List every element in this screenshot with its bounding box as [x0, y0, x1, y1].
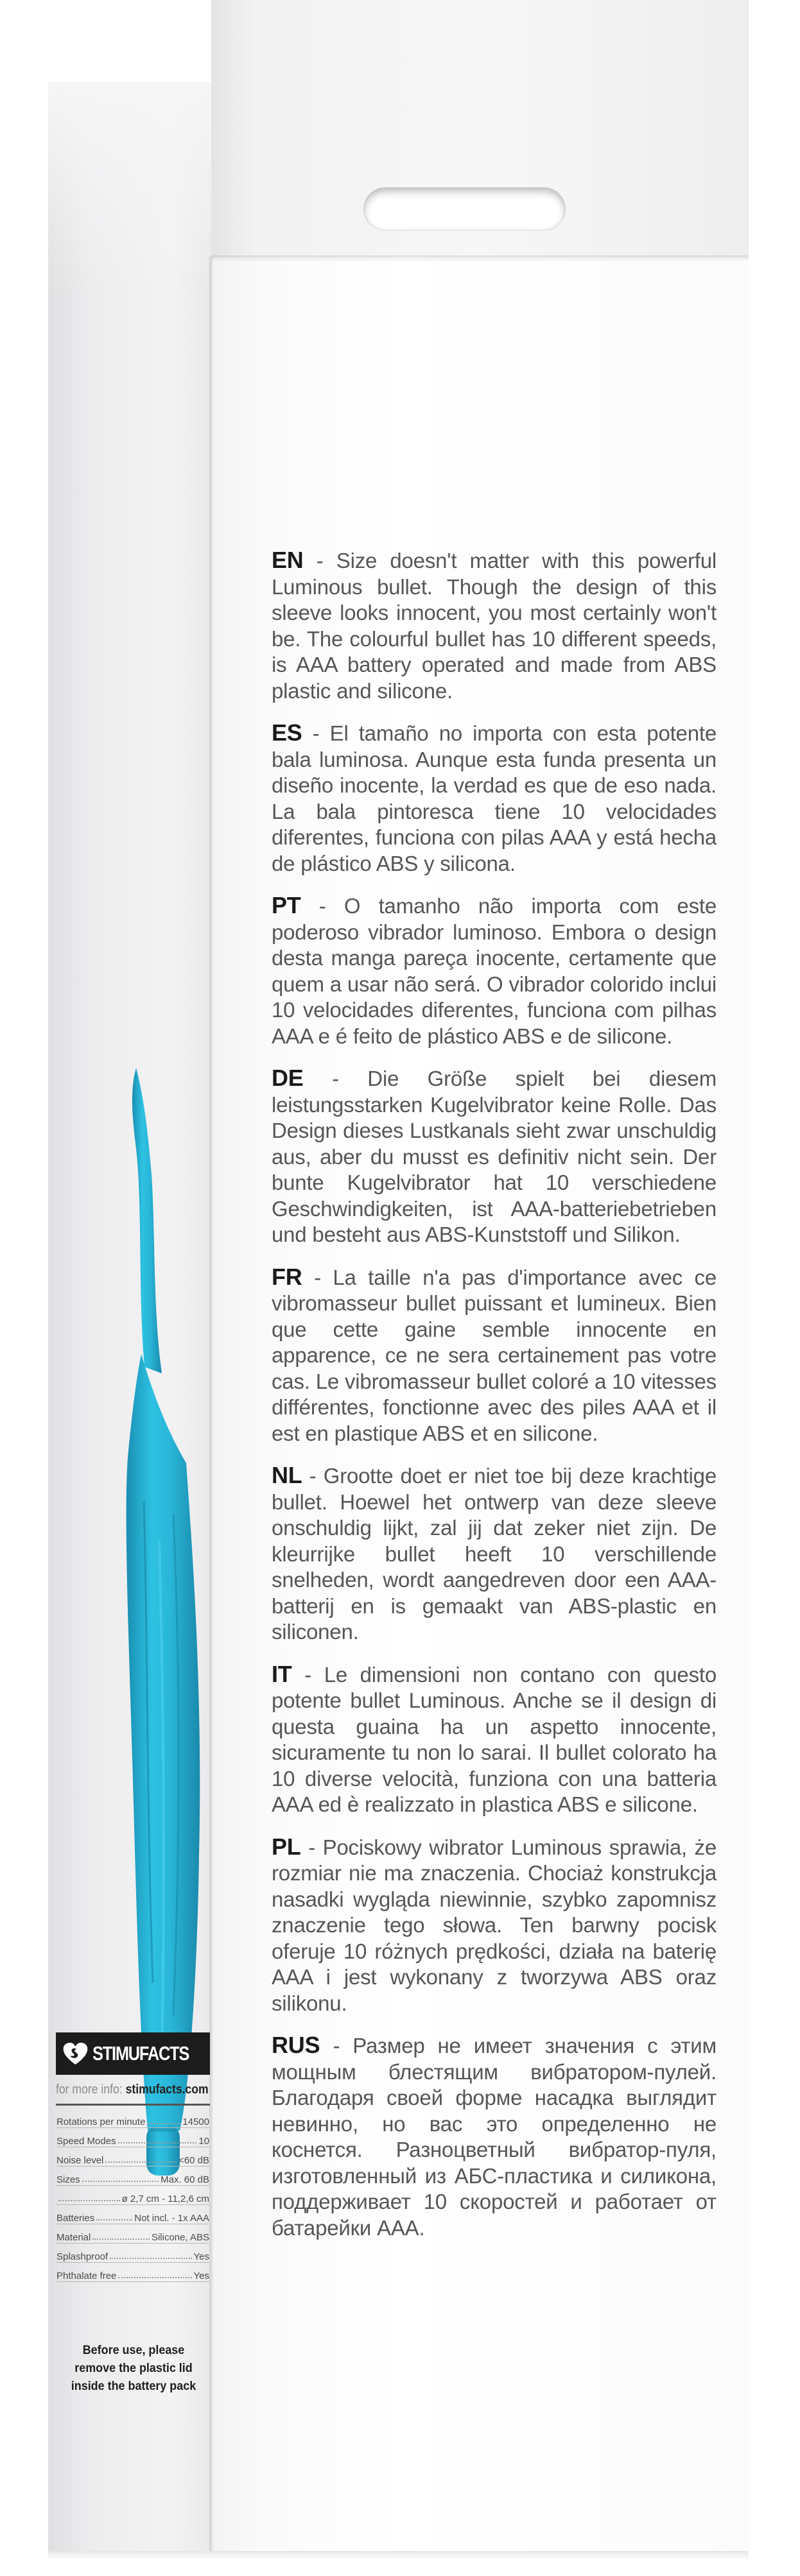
lang-text-fr: - La taille n'a pas d'importance avec ce vibromasseur bullet puissant et lumineux. Bien que cette gaine semble innocente en apparence, ce ne sera certainement pas votre cas. Le vibromasseur bullet coloré a 10 vitesses différentes, fonctionne avec des piles AAA et il est en plastique ABS et en silicone.: [272, 1265, 717, 1445]
spec-row: [57, 2224, 209, 2244]
heart-icon: [62, 2039, 89, 2068]
spec-value: 14500: [182, 2117, 209, 2127]
spec-value: Not incl. - 1x AAA: [134, 2213, 209, 2224]
spec-value: Yes: [193, 2251, 209, 2262]
description-column: [272, 547, 717, 2257]
description-pl: [272, 1834, 717, 2017]
spec-row: [57, 2244, 209, 2263]
lang-text-pt: - O tamanho não importa com este poderoso vibrador luminoso. Embora o design desta manga pareça inocente, certamente que quem a usar não será. O vibrador colorido inclui 10 velocidades diferentes, funciona com pilhas AAA e é feito de plástico ABS e de silicone.: [272, 894, 717, 1048]
spec-row: [57, 2167, 209, 2186]
spec-label: Speed Modes: [57, 2136, 116, 2147]
lang-text-it: - Le dimensioni non contano con questo potente bullet Luminous. Anche se il design di questa guaina ha un aspetto innocente, sicuramente tu non lo sarai. Il bullet colorato ha 10 diverse velocità, funziona con una batteria AAA ed è realizzato in plastica ABS e silicone.: [272, 1662, 717, 1816]
lang-code-it: IT: [272, 1660, 292, 1687]
tab-fold-shadow: [211, 255, 749, 262]
brand-name: STIMUFACTS: [92, 2042, 189, 2065]
lang-text-rus: - Размер не имеет значения с этим мощным блестящим вибратором-пулей. Благодаря своей форме насадка выглядит невинно, но вас это определенно не коснется. Разноцветный вибратор-пуля, изготовленный из АБС-пластика и силикона, поддерживает 10 скоростей и работает от батарейки ААА.: [272, 2034, 717, 2240]
description-fr: [272, 1264, 717, 1447]
battery-warning: Before use, please remove the plastic lid inside the battery pack: [71, 2343, 196, 2393]
spec-value: 10: [198, 2136, 209, 2147]
spec-row: [57, 2263, 209, 2282]
lang-code-en: EN: [272, 547, 304, 573]
spec-divider: [56, 2104, 210, 2106]
description-rus: [272, 2032, 717, 2241]
lang-text-es: - El tamaño no importa con esta potente bala luminosa. Aunque esta funda presenta un diseño inocente, la verdad es que de eso nada. La bala pintoresca tiene 10 velocidades diferentes, funciona con pilas AAA y está hecha de plástico ABS y silicona.: [272, 721, 717, 875]
spec-value: Yes: [193, 2271, 209, 2281]
spec-label: Phthalate free: [57, 2271, 117, 2281]
spec-row: [57, 2186, 209, 2205]
box-floor-shadow: [48, 2551, 749, 2560]
lang-text-pl: - Pociskowy wibrator Luminous sprawia, że rozmiar nie ma znaczenia. Chociaż konstrukcja nasadki wygląda niewinnie, szybko zapomnisz znaczenie tego słowa. Ten barwny pocisk oferuje 10 różnych prędkości, działa na baterię AAA i jest wykonany z tworzywa ABS oraz silikonu.: [272, 1835, 717, 2015]
lang-code-pt: PT: [272, 892, 301, 918]
description-es: [272, 720, 717, 877]
spec-label: Batteries: [57, 2213, 95, 2224]
lang-code-pl: PL: [272, 1833, 301, 1860]
lang-code-de: DE: [272, 1065, 304, 1091]
info-prefix: for more info:: [56, 2082, 123, 2097]
spec-value: Max. 60 dB: [161, 2174, 209, 2185]
description-de: [272, 1065, 717, 1248]
brand-logo-bar: [56, 2032, 210, 2075]
description-pt: [272, 893, 717, 1049]
description-nl: [272, 1463, 717, 1645]
spec-label: Rotations per minute: [57, 2117, 146, 2127]
spec-value: ø 2,7 cm - 11,2,6 cm: [121, 2194, 209, 2204]
spec-row: [57, 2128, 209, 2147]
description-en: [272, 547, 717, 704]
spec-label: Sizes: [57, 2174, 80, 2185]
hang-hole: [363, 187, 566, 231]
side-panel-highlight: [48, 82, 211, 294]
lang-text-nl: - Grootte doet er niet toe bij deze krachtige bullet. Hoewel het ontwerp van deze sleeve onschuldig lijkt, zal jij dat zeker niet zijn. De kleurrijke bullet heeft 10 verschillende snelheden, wordt aangedreven door een AAA-batterij en is gemaakt van ABS-plastic en siliconen.: [272, 1464, 717, 1644]
lang-text-en: - Size doesn't matter with this powerful Luminous bullet. Though the design of this sleeve looks innocent, you most certainly won't be. The colourful bullet has 10 different speeds, is AAA battery operated and made from ABS plastic and silicone.: [272, 549, 717, 703]
spec-label: Material: [57, 2232, 91, 2243]
sleeve-tip: [132, 1068, 162, 1373]
lang-code-es: ES: [272, 719, 302, 746]
lang-code-fr: FR: [272, 1263, 302, 1290]
spec-row: [57, 2147, 209, 2167]
lang-text-de: - Die Größe spielt bei diesem leistungsstarken Kugelvibrator keine Rolle. Das Design dieses Lustkanals sieht zwar unschuldig aus, aber du musst es definitiv nicht sein. Der bunte Kugelvibrator hat 10 verschiedene Geschwindigkeiten, ist AAA-batteriebetrieben und besteht aus ABS-Kunststoff und Silikon.: [272, 1067, 717, 1246]
spec-label: Splashproof: [57, 2251, 109, 2262]
spec-row: [57, 2109, 209, 2128]
spec-row: [57, 2205, 209, 2224]
spec-table: [57, 2109, 209, 2282]
lang-code-rus: RUS: [272, 2032, 320, 2058]
spec-label: Noise level: [57, 2155, 104, 2166]
info-site: stimufacts.com: [125, 2082, 209, 2097]
description-it: [272, 1662, 717, 1818]
spec-value: Silicone, ABS: [151, 2232, 209, 2243]
lang-code-nl: NL: [272, 1462, 302, 1488]
spec-value: <60 dB: [178, 2155, 209, 2166]
brand-info-line: [56, 2082, 209, 2097]
